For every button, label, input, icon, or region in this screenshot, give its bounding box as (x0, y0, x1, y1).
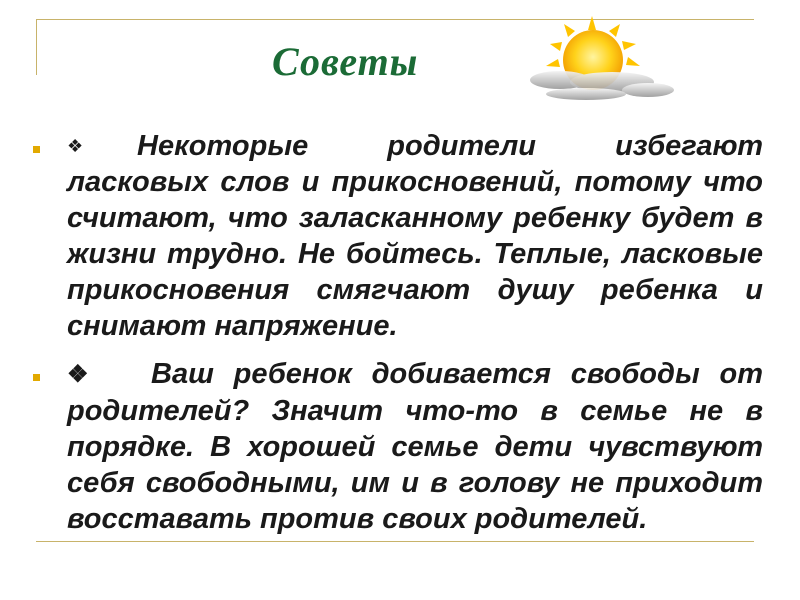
paragraph (67, 128, 763, 344)
square-bullet-icon (33, 146, 40, 153)
paragraph (67, 356, 763, 537)
frame-left-line (36, 19, 37, 75)
sun-behind-cloud-icon (520, 14, 680, 104)
diamond-bullet-icon: ❖ (67, 136, 84, 156)
list-item (30, 128, 770, 344)
diamond-bullet-icon: ❖ (67, 361, 89, 388)
list-item (30, 356, 770, 537)
slide-content (30, 128, 770, 549)
slide-title: Советы (272, 39, 419, 84)
paragraph-text: Некоторые родители избегают ласковых слов и прикосновений, потому что считают, что заласканному ребенку будет в жизни трудно. Не бойтесь. Теплые, ласковые прикосновения смягчают душу ребенка и снимают напряжение. (67, 130, 763, 342)
paragraph-text: Ваш ребенок добивается свободы от родителей? Значит что-то в семье не в порядке. В хорошей семье дети чувствуют себя свободными, им и в голову не приходит восставать против своих родителей. (67, 358, 763, 535)
square-bullet-icon (33, 374, 40, 381)
